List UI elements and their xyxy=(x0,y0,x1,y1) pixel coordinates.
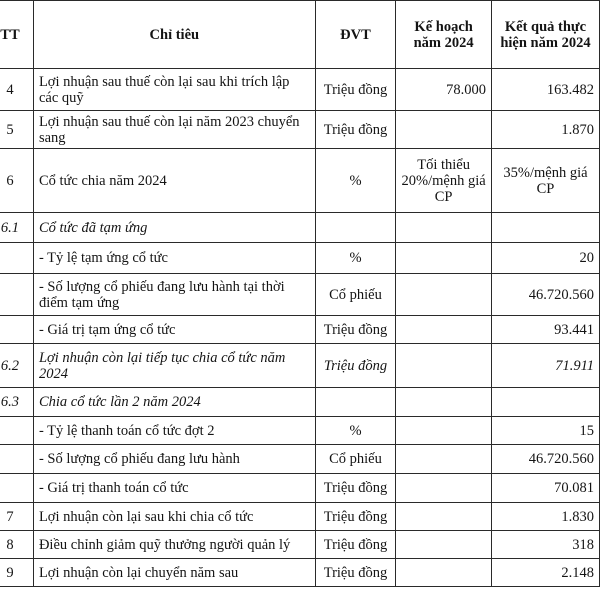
row-ke-hoach: Tối thiểu 20%/mệnh giá CP xyxy=(396,149,492,213)
row-ke-hoach xyxy=(396,243,492,274)
row-ke-hoach xyxy=(396,417,492,445)
row-chi-tieu: Chia cổ tức lần 2 năm 2024 xyxy=(33,388,315,417)
table-row xyxy=(0,274,600,316)
row-ket-qua: 15 xyxy=(491,417,599,445)
row-ke-hoach xyxy=(396,274,492,316)
row-chi-tieu: Lợi nhuận sau thuế còn lại sau khi trích lập các quỹ xyxy=(33,69,315,111)
row-stt xyxy=(0,474,33,503)
row-chi-tieu: - Số lượng cổ phiếu đang lưu hành xyxy=(33,445,315,474)
row-chi-tieu: Lợi nhuận sau thuế còn lại năm 2023 chuyển sang xyxy=(33,111,315,149)
header-row xyxy=(0,1,600,69)
row-chi-tieu: - Tỷ lệ tạm ứng cổ tức xyxy=(33,243,315,274)
row-ket-qua: 93.441 xyxy=(491,316,599,344)
row-stt: 7 xyxy=(0,503,33,531)
row-ke-hoach xyxy=(396,316,492,344)
row-stt: 5 xyxy=(0,111,33,149)
row-ket-qua: 71.911 xyxy=(491,344,599,388)
row-stt: 6.1 xyxy=(0,213,33,243)
row-ke-hoach xyxy=(396,111,492,149)
row-dvt: Triệu đồng xyxy=(315,559,396,587)
header-chi-tieu: Chỉ tiêu xyxy=(33,1,315,69)
header-stt: TT xyxy=(0,1,33,69)
row-dvt: Cổ phiếu xyxy=(315,445,396,474)
row-dvt: % xyxy=(315,417,396,445)
row-ket-qua: 318 xyxy=(491,531,599,559)
row-ke-hoach xyxy=(396,388,492,417)
row-ket-qua xyxy=(491,213,599,243)
row-chi-tieu: - Giá trị tạm ứng cổ tức xyxy=(33,316,315,344)
row-dvt xyxy=(315,388,396,417)
row-dvt: Triệu đồng xyxy=(315,474,396,503)
row-chi-tieu: Cổ tức chia năm 2024 xyxy=(33,149,315,213)
row-chi-tieu: Lợi nhuận còn lại tiếp tục chia cổ tức năm 2024 xyxy=(33,344,315,388)
table-row xyxy=(0,474,600,503)
row-ke-hoach xyxy=(396,445,492,474)
table-row xyxy=(0,388,600,417)
row-dvt: % xyxy=(315,243,396,274)
row-stt: 4 xyxy=(0,69,33,111)
row-chi-tieu: Cổ tức đã tạm ứng xyxy=(33,213,315,243)
row-stt: 9 xyxy=(0,559,33,587)
table-row xyxy=(0,344,600,388)
row-ket-qua: 163.482 xyxy=(491,69,599,111)
row-chi-tieu: Lợi nhuận còn lại sau khi chia cổ tức xyxy=(33,503,315,531)
row-ke-hoach: 78.000 xyxy=(396,69,492,111)
row-ket-qua: 35%/mệnh giá CP xyxy=(491,149,599,213)
row-stt xyxy=(0,316,33,344)
row-chi-tieu: Lợi nhuận còn lại chuyển năm sau xyxy=(33,559,315,587)
table-row xyxy=(0,213,600,243)
row-dvt: Triệu đồng xyxy=(315,344,396,388)
row-chi-tieu: - Tỷ lệ thanh toán cổ tức đợt 2 xyxy=(33,417,315,445)
row-stt xyxy=(0,243,33,274)
table-row xyxy=(0,445,600,474)
table-row xyxy=(0,243,600,274)
row-ke-hoach xyxy=(396,344,492,388)
row-ket-qua xyxy=(491,388,599,417)
row-chi-tieu: - Số lượng cổ phiếu đang lưu hành tại thời điểm tạm ứng xyxy=(33,274,315,316)
row-ke-hoach xyxy=(396,213,492,243)
row-dvt: Triệu đồng xyxy=(315,503,396,531)
row-ket-qua: 1.870 xyxy=(491,111,599,149)
row-ket-qua: 46.720.560 xyxy=(491,445,599,474)
row-stt: 6.3 xyxy=(0,388,33,417)
row-stt xyxy=(0,445,33,474)
table-row xyxy=(0,531,600,559)
table-row xyxy=(0,316,600,344)
row-ke-hoach xyxy=(396,474,492,503)
row-stt xyxy=(0,417,33,445)
row-ket-qua: 1.830 xyxy=(491,503,599,531)
row-dvt xyxy=(315,213,396,243)
row-chi-tieu: - Giá trị thanh toán cổ tức xyxy=(33,474,315,503)
row-dvt: Triệu đồng xyxy=(315,316,396,344)
row-stt xyxy=(0,274,33,316)
row-ke-hoach xyxy=(396,559,492,587)
row-ket-qua: 70.081 xyxy=(491,474,599,503)
row-dvt: Triệu đồng xyxy=(315,531,396,559)
row-ket-qua: 2.148 xyxy=(491,559,599,587)
table-row xyxy=(0,149,600,213)
row-chi-tieu: Điều chỉnh giảm quỹ thưởng người quản lý xyxy=(33,531,315,559)
row-ke-hoach xyxy=(396,503,492,531)
row-ket-qua: 20 xyxy=(491,243,599,274)
row-ke-hoach xyxy=(396,531,492,559)
header-dvt: ĐVT xyxy=(315,1,396,69)
row-dvt: Triệu đồng xyxy=(315,111,396,149)
row-dvt: Triệu đồng xyxy=(315,69,396,111)
row-ket-qua: 46.720.560 xyxy=(491,274,599,316)
row-dvt: % xyxy=(315,149,396,213)
table-row xyxy=(0,69,600,111)
header-ke-hoach: Kế hoạch năm 2024 xyxy=(396,1,492,69)
row-stt: 6.2 xyxy=(0,344,33,388)
table-row xyxy=(0,559,600,587)
table-row xyxy=(0,503,600,531)
table-row xyxy=(0,417,600,445)
row-stt: 6 xyxy=(0,149,33,213)
header-ket-qua: Kết quả thực hiện năm 2024 xyxy=(491,1,599,69)
row-dvt: Cổ phiếu xyxy=(315,274,396,316)
row-stt: 8 xyxy=(0,531,33,559)
table-row xyxy=(0,111,600,149)
